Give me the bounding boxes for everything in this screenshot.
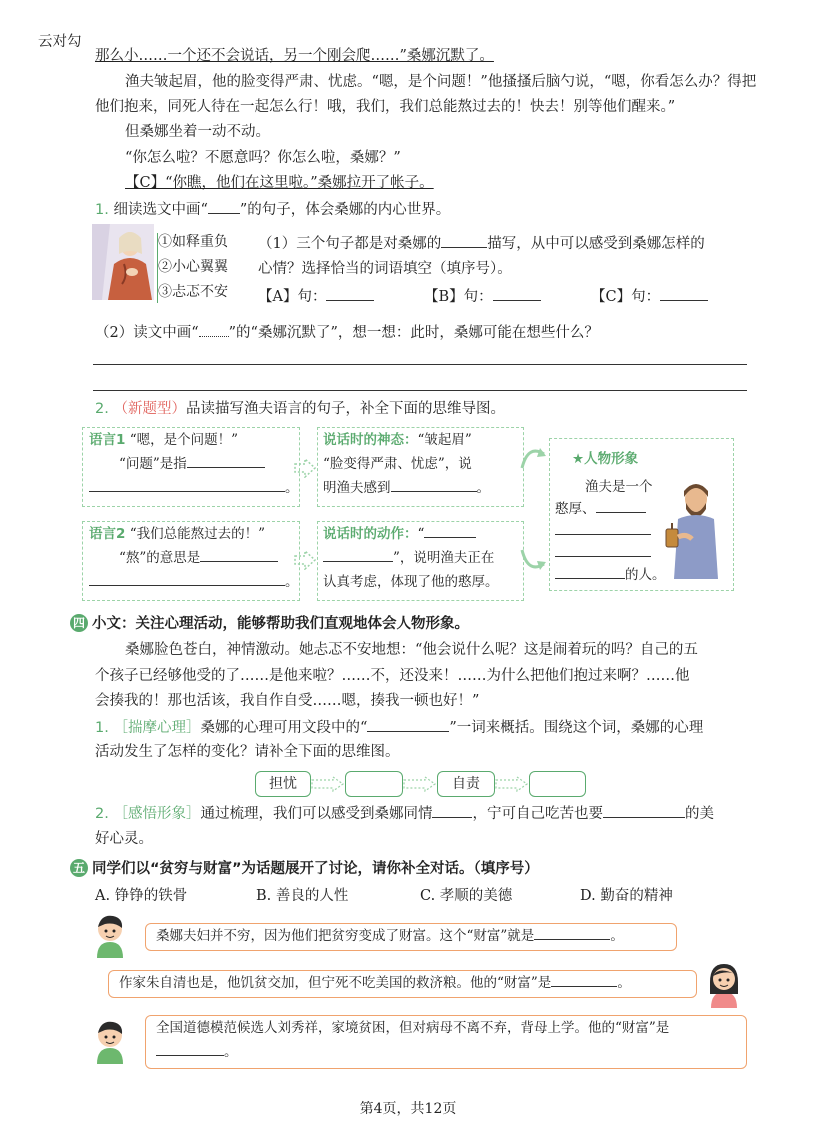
question-text: （2）读文中画“ — [95, 325, 199, 341]
flow-chip-blank[interactable] — [529, 771, 586, 797]
answer-blank[interactable] — [326, 286, 374, 301]
flow-chip: 担忧 — [255, 771, 311, 797]
sub-question-1-cont: 心情？选择恰当的词语填空（填序号）。 — [258, 261, 512, 277]
box-label: 语言2 — [89, 526, 126, 542]
question-text: 描写，从中可以感受到桑娜怎样的 — [487, 236, 705, 252]
dialog-text: 。 — [224, 1044, 238, 1060]
arrow-right-icon — [403, 776, 437, 796]
dialog-bubble-2 — [108, 970, 697, 998]
question-number: 1. — [95, 720, 109, 736]
flow-chip: 自责 — [437, 771, 495, 797]
curve-arrow-icon — [520, 548, 548, 582]
passage-line: 但桑娜坐着一动不动。 — [125, 124, 270, 140]
arrow-right-icon — [311, 776, 345, 796]
passage-line: 【C】“你瞧，他们在这里啦。”桑娜拉开了帐子。 — [125, 175, 434, 191]
box-text: “问题”是指 — [119, 456, 187, 472]
question-text: 桑娜的心理可用文段中的“ — [200, 720, 368, 736]
sangna-illustration — [92, 224, 154, 300]
answer-blank[interactable] — [200, 547, 278, 562]
box-text: ”，说明渔夫正在 — [393, 550, 495, 566]
brand-label: 云对勾 — [38, 34, 82, 50]
passage-line: 桑娜脸色苍白，神情激动。她忐忑不安地想：“他会说什么呢？这是闹着玩的吗？自己的五 — [125, 642, 698, 658]
box-text: 。 — [285, 480, 299, 496]
box-text: 认真考虑，体现了他的憨厚。 — [323, 574, 499, 590]
answer-label: 【A】句： — [258, 289, 327, 305]
section-badge: 四 — [70, 614, 88, 632]
section4-question-2-cont: 好心灵。 — [95, 831, 153, 847]
dialog-text: 作家朱自清也是，他饥贫交加，但宁死不吃美国的救济粮。他的“财富”是 — [119, 975, 552, 991]
wavy-blank — [199, 322, 229, 337]
mindmap-box-language1 — [82, 427, 300, 507]
option-item: A. 铮铮的铁骨 — [95, 888, 188, 904]
dialog-bubble-1 — [145, 923, 677, 951]
question-text: 细读选文中画“ — [113, 202, 208, 218]
question-tag: ［揣摩心理］ — [113, 720, 201, 736]
section-badge: 五 — [70, 859, 88, 877]
passage-line: 渔夫皱起眉，他的脸变得严肃、忧虑。“嗯，是个问题！”他搔搔后脑勺说，“嗯，你看怎么办？得把 — [125, 74, 757, 90]
section-title: 小文：关注心理活动，能够帮助我们直观地体会人物形象。 — [92, 616, 469, 632]
answer-blank[interactable] — [432, 803, 472, 818]
answer-blank[interactable] — [555, 520, 651, 535]
option-item: D. 勤奋的精神 — [580, 888, 673, 904]
box-quote: “皱起眉” — [417, 432, 472, 448]
box-text: 明渔夫感到 — [323, 480, 391, 496]
answer-blank[interactable] — [441, 233, 487, 248]
arrow-right-icon — [294, 458, 316, 482]
sub-question-1 — [258, 233, 705, 254]
box-text: 渔夫是一个 — [585, 479, 653, 495]
passage-line: 他们抱来，同死人待在一起怎么行！哦，我们，我们总能熬过去的！快去！别等他们醒来。” — [95, 99, 676, 115]
answer-blank[interactable] — [89, 571, 285, 586]
answer-blank[interactable] — [603, 803, 685, 818]
arrow-right-icon — [495, 776, 529, 796]
answer-blank[interactable] — [323, 547, 393, 562]
answer-blank[interactable] — [424, 523, 476, 538]
answer-blank[interactable] — [208, 199, 240, 214]
question-number: 2. — [95, 401, 109, 417]
section4-question-1-cont: 活动发生了怎样的变化？请补全下面的思维图。 — [95, 744, 400, 760]
answer-blank[interactable] — [187, 453, 265, 468]
boy-avatar — [93, 912, 127, 962]
answer-blank[interactable] — [596, 498, 646, 513]
question-text: 通过梳理，我们可以感受到桑娜同情 — [200, 806, 433, 822]
box-title: ★人物形象 — [572, 451, 639, 467]
mindmap-box-character — [549, 438, 734, 591]
answer-b — [424, 286, 541, 307]
answer-label: 【B】句： — [424, 289, 493, 305]
passage-line: 那么小……一个还不会说话，另一个刚会爬……”桑娜沉默了。 — [95, 48, 494, 64]
section-4-heading — [70, 612, 469, 633]
box-quote: “我们总能熬过去的！” — [129, 526, 266, 542]
page-number: 第4页，共12页 — [359, 1101, 457, 1117]
girl-avatar — [706, 960, 742, 1012]
box-text: 憨厚、 — [555, 501, 596, 517]
question-text: （1）三个句子都是对桑娜的 — [258, 236, 442, 252]
dialog-text: 桑娜夫妇并不穷，因为他们把贫穷变成了财富。这个“财富”就是 — [156, 928, 535, 944]
dialog-text: 。 — [617, 975, 631, 991]
section4-question-2 — [95, 803, 714, 824]
arrow-right-icon — [294, 550, 316, 574]
box-label: 语言1 — [89, 432, 126, 448]
question-text: ”的句子，体会桑娜的内心世界。 — [239, 202, 451, 218]
answer-label: 【C】句： — [591, 289, 661, 305]
sub-question-2 — [95, 322, 599, 343]
answer-line[interactable] — [93, 364, 747, 365]
answer-blank[interactable] — [660, 286, 708, 301]
question-2 — [95, 399, 505, 419]
fisherman-illustration — [662, 479, 724, 587]
option-item: ③忐忑不安 — [158, 284, 228, 300]
question-text: 的美 — [684, 806, 714, 822]
answer-blank[interactable] — [367, 717, 449, 732]
box-label: 说话时的动作： — [323, 526, 418, 542]
box-text: 。 — [476, 480, 490, 496]
mindmap-box-language2 — [82, 521, 300, 601]
passage-line: “你怎么啦？不愿意吗？你怎么啦，桑娜？” — [125, 150, 401, 166]
box-quote: “嗯，是个问题！” — [129, 432, 239, 448]
boy-avatar — [93, 1018, 127, 1068]
question-text: ”一词来概括。围绕这个词，桑娜的心理 — [449, 720, 704, 736]
answer-blank[interactable] — [89, 477, 285, 492]
answer-blank[interactable] — [534, 925, 610, 940]
mindmap-box-action — [317, 521, 524, 601]
box-text: “脸变得严肃、忧虑”，说 — [323, 456, 472, 472]
box-text: “熬”的意思是 — [119, 550, 201, 566]
option-item: C. 孝顺的美德 — [420, 888, 513, 904]
section4-question-1 — [95, 717, 703, 738]
passage-line: 个孩子已经够他受的了……是他来啦？……不，还没来！……为什么把他们抱过来啊？……他 — [95, 668, 690, 684]
dialog-text: 全国道德模范候选人刘秀祥，家境贫困，但对病母不离不弃，背母上学。他的“财富”是 — [156, 1020, 670, 1036]
question-text: ，宁可自己吃苦也要 — [472, 806, 603, 822]
curve-arrow-icon — [520, 440, 548, 474]
box-label: 说话时的神态： — [323, 432, 418, 448]
question-text: 品读描写渔夫语言的句子，补全下面的思维导图。 — [185, 401, 505, 417]
answer-blank[interactable] — [391, 477, 477, 492]
question-tag: （新题型） — [113, 401, 186, 417]
answer-blank[interactable] — [555, 564, 625, 579]
option-item: B. 善良的人性 — [256, 888, 349, 904]
answer-blank[interactable] — [551, 972, 617, 987]
mindmap-box-expression — [317, 427, 524, 507]
question-1 — [95, 199, 450, 220]
answer-blank[interactable] — [493, 286, 541, 301]
answer-line[interactable] — [93, 390, 747, 391]
question-text: ”的“桑娜沉默了”，想一想：此时，桑娜可能在想些什么？ — [228, 325, 599, 341]
option-item: ②小心翼翼 — [158, 259, 228, 275]
flow-chip-blank[interactable] — [345, 771, 403, 797]
question-number: 2. — [95, 806, 109, 822]
box-text: 的人。 — [625, 567, 666, 583]
question-number: 1. — [95, 202, 109, 218]
answer-c — [591, 286, 708, 307]
box-text: “ — [417, 526, 425, 542]
dialog-bubble-3 — [145, 1015, 747, 1069]
section-5-heading — [70, 857, 539, 878]
section-title: 同学们以“贫穷与财富”为话题展开了讨论，请你补全对话。（填序号） — [92, 861, 539, 877]
question-tag: ［感悟形象］ — [113, 806, 201, 822]
answer-blank[interactable] — [555, 542, 651, 557]
box-text: 。 — [285, 574, 299, 590]
option-item: ①如释重负 — [158, 234, 228, 250]
options-bracket — [157, 233, 242, 303]
answer-blank[interactable] — [156, 1041, 224, 1056]
dialog-text: 。 — [610, 928, 624, 944]
passage-line: 会揍我的！那也活该，我自作自受……嗯，揍我一顿也好！” — [95, 693, 480, 709]
answer-a — [258, 286, 374, 307]
